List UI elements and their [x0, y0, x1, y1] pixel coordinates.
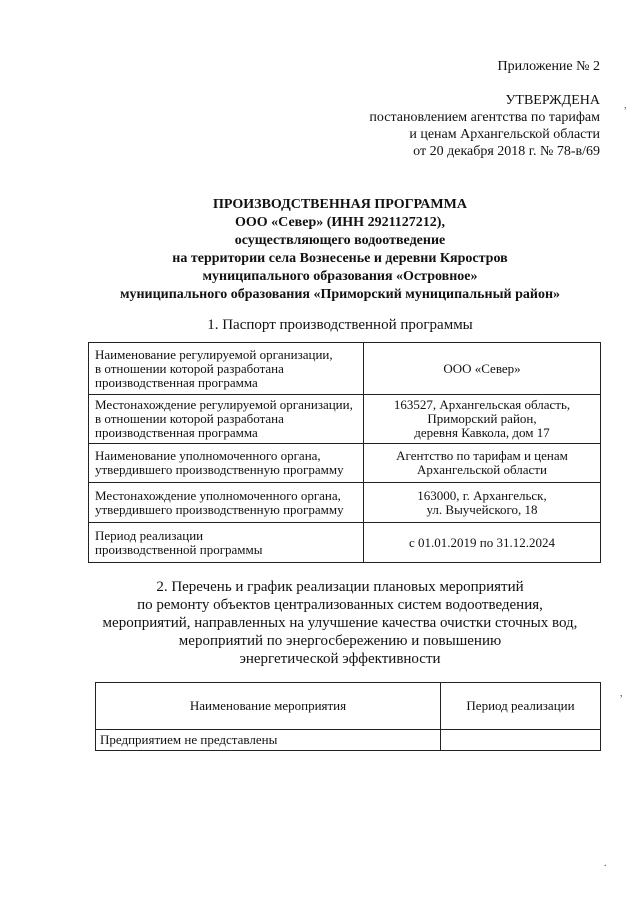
section-2-title-line: мероприятий, направленных на улучшение качества очистки сточных вод,: [102, 615, 578, 631]
passport-row: [89, 444, 601, 483]
title-line-3: осуществляющего водоотведение: [234, 233, 446, 248]
section-2-title-line: энергетической эффективности: [239, 651, 441, 667]
column-header-period: Период реализации: [441, 683, 601, 730]
title-line-4: на территории села Вознесенье и деревни Кяростров: [172, 251, 508, 266]
event-name-cell: Предприятием не представлены: [96, 730, 441, 751]
section-1-title: 1. Паспорт производственной программы: [207, 317, 473, 333]
passport-row: [89, 395, 601, 444]
section-2-title-line: по ремонту объектов централизованных систем водоотведения,: [137, 597, 543, 613]
title-line-5: муниципального образования «Островное»: [202, 269, 478, 284]
table-row: [96, 730, 601, 751]
scan-mark: ,: [624, 100, 627, 111]
passport-row: [89, 523, 601, 563]
section-2-title: [40, 578, 640, 668]
section-2-title-line: мероприятий по энергосбережению и повышению: [178, 633, 502, 649]
events-table: [95, 682, 601, 751]
title-line-1: ПРОИЗВОДСТВЕННАЯ ПРОГРАММА: [213, 197, 467, 212]
passport-label: Наименование уполномоченного органа, утвердившего производственную программу: [89, 444, 364, 483]
events-header-row: [96, 683, 601, 730]
passport-value: Агентство по тарифам и ценам Архангельской области: [364, 444, 601, 483]
appendix-label: Приложение № 2: [497, 59, 600, 74]
passport-value: ООО «Север»: [364, 343, 601, 395]
passport-label: Местонахождение уполномоченного органа, утвердившего производственную программу: [89, 483, 364, 523]
approval-line-2: и ценам Архангельской области: [409, 127, 600, 142]
passport-value: с 01.01.2019 по 31.12.2024: [364, 523, 601, 563]
scan-mark: .: [604, 858, 607, 869]
column-header-event: Наименование мероприятия: [96, 683, 441, 730]
approval-line-1: постановлением агентства по тарифам: [369, 110, 600, 125]
title-line-6: муниципального образования «Приморский муниципальный район»: [119, 287, 561, 302]
passport-row: [89, 343, 601, 395]
scan-mark: ,: [620, 688, 623, 699]
approval-block: [330, 92, 600, 160]
passport-label: Период реализации производственной программы: [89, 523, 364, 563]
passport-label: Местонахождение регулируемой организации, в отношении которой разработана производственная программа: [89, 395, 364, 444]
passport-row: [89, 483, 601, 523]
approved-word: УТВЕРЖДЕНА: [505, 93, 600, 108]
passport-label: Наименование регулируемой организации, в отношении которой разработана производственная программа: [89, 343, 364, 395]
passport-value: 163527, Архангельская область, Приморский район, деревня Кавкола, дом 17: [364, 395, 601, 444]
passport-value: 163000, г. Архангельск, ул. Выучейского, 18: [364, 483, 601, 523]
approval-line-3: от 20 декабря 2018 г. № 78-в/69: [413, 144, 600, 159]
passport-table: [88, 342, 601, 563]
title-line-2: ООО «Север» (ИНН 2921127212),: [235, 215, 445, 230]
event-period-cell: [441, 730, 601, 751]
section-2-title-line: 2. Перечень и график реализации плановых мероприятий: [156, 579, 524, 595]
document-title: [60, 196, 620, 304]
